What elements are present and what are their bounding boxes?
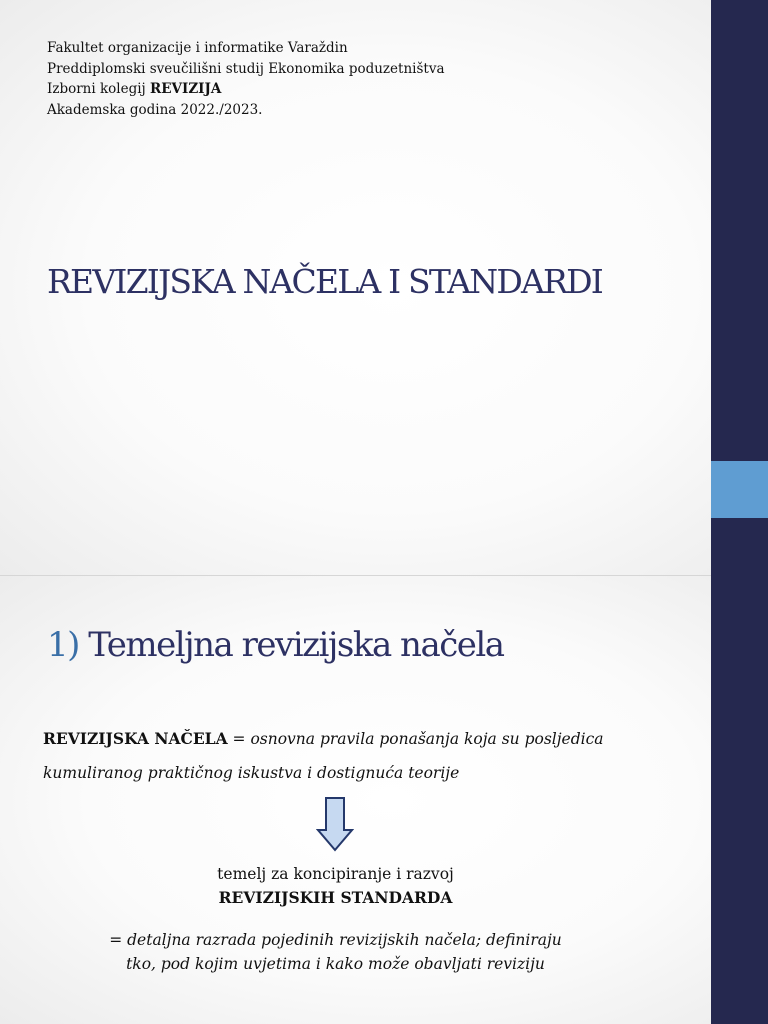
faculty-name: Fakultet organizacije i informatike Varaždin (47, 40, 348, 56)
slide-title: REVIZIJSKA NAČELA I STANDARDI (47, 262, 602, 301)
foundation-line: temelj za koncipiranje i razvoj (217, 865, 454, 883)
definition-term: REVIZIJSKA NAČELA (43, 729, 228, 748)
standards-definition (0, 928, 671, 976)
standards-definition-line2: tko, pod kojim uvjetima i kako može obavljati reviziju (126, 955, 545, 973)
study-program: Preddiplomski sveučilišni studij Ekonomika poduzetništva (47, 60, 445, 77)
course-name: REVIZIJA (150, 81, 222, 97)
course-line (47, 79, 445, 100)
section-title: Temeljna revizijska načela (88, 625, 504, 665)
standards-foundation (0, 863, 671, 909)
course-header (47, 38, 445, 120)
down-arrow-icon (316, 796, 354, 852)
standards-definition-line1: = detaljna razrada pojedinih revizijskih načela; definiraju (109, 931, 562, 949)
academic-year: Akademska godina 2022./2023. (47, 101, 263, 118)
sidebar-accent (711, 461, 768, 518)
definition-text: osnovna pravila ponašanja koja su posljedica kumuliranog praktičnog iskustva i dostignuća teorije (43, 730, 604, 782)
course-label: Izborni kolegij (47, 81, 151, 97)
standards-heading: REVIZIJSKIH STANDARDA (218, 888, 453, 907)
principles-definition (43, 722, 693, 790)
section-heading (47, 625, 504, 665)
definition-equals: = (227, 730, 251, 748)
section-number: 1) (47, 625, 79, 665)
